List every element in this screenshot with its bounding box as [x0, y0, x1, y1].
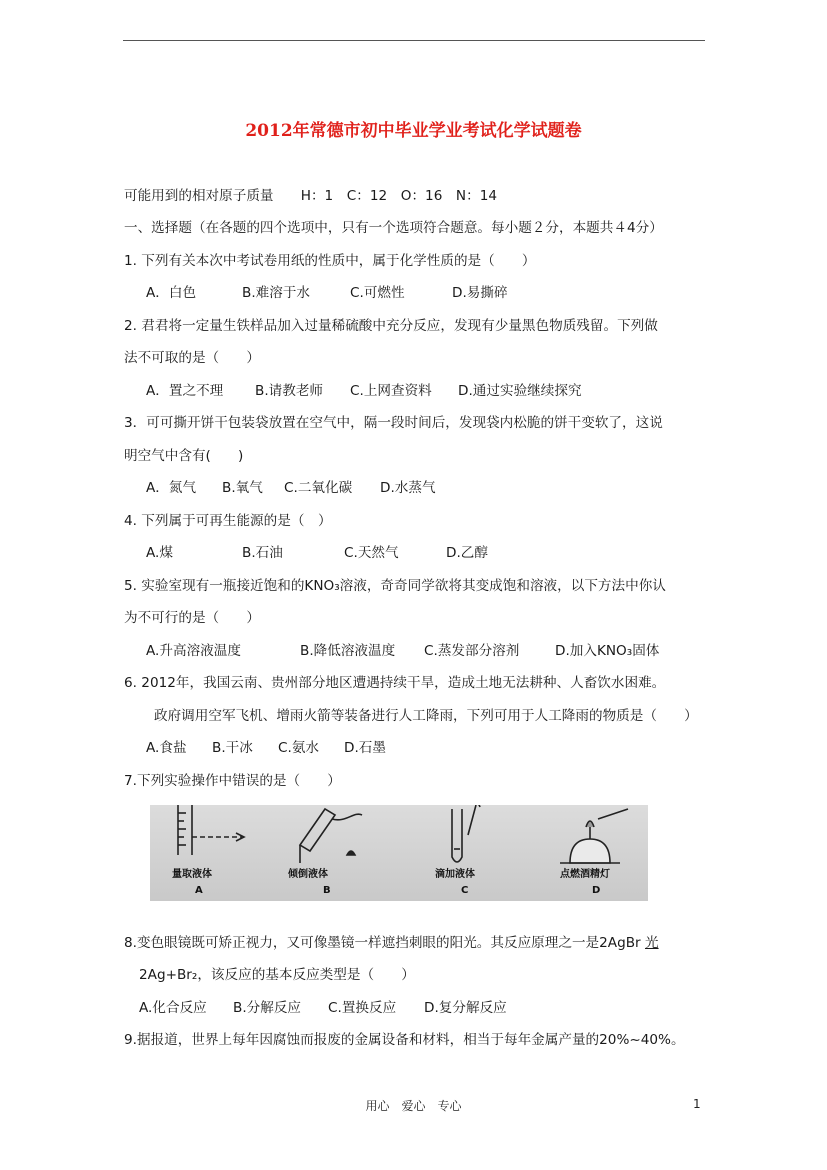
question-9-stem: 9.据报道，世界上每年因腐蚀而报废的金属设备和材料，相当于每年金属产量的20%~40%。	[124, 1032, 685, 1048]
question-8-stem-cont: 2Ag+Br₂，该反应的基本反应类型是（ ）	[139, 967, 415, 983]
q1-option-b: B.难溶于水	[242, 285, 311, 301]
question-5-stem: 5. 实验室现有一瓶接近饱和的KNO₃溶液，奇奇同学欲将其变成饱和溶液，以下方法中你认	[124, 578, 666, 594]
figure-letter-c: C	[461, 885, 469, 896]
figure-label-a: 量取液体	[172, 869, 212, 880]
q8-option-d: D.复分解反应	[424, 1000, 507, 1016]
question-3-stem-cont: 明空气中含有( )	[124, 448, 244, 464]
q8-option-b: B.分解反应	[233, 1000, 302, 1016]
q6-option-d: D.石墨	[344, 740, 386, 756]
question-3-stem: 3．可可撕开饼干包装袋放置在空气中，隔一段时间后，发现袋内松脆的饼干变软了，这说	[124, 415, 663, 431]
q8-option-c: C.置换反应	[328, 1000, 397, 1016]
q8-option-a: A.化合反应	[139, 1000, 207, 1016]
q5-option-d: D.加入KNO₃固体	[555, 643, 660, 659]
q4-option-c: C.天然气	[344, 545, 399, 561]
q5-option-c: C.蒸发部分溶剂	[424, 643, 520, 659]
figure-letter-a: A	[195, 885, 203, 896]
q3-option-d: D.水蒸气	[380, 480, 436, 496]
figure-label-d: 点燃酒精灯	[560, 869, 610, 880]
q2-option-b: B.请教老师	[255, 383, 324, 399]
q2-option-d: D.通过实验继续探究	[458, 383, 582, 399]
page-number: 1	[693, 1097, 701, 1111]
q6-option-c: C.氨水	[278, 740, 320, 756]
q5-option-b: B.降低溶液温度	[300, 643, 396, 659]
page-footer: 用心 爱心 专心	[365, 1099, 462, 1113]
figure-label-c: 滴加液体	[435, 869, 475, 880]
question-5-stem-cont: 为不可行的是（ ）	[124, 610, 260, 626]
question-2-stem: 2. 君君将一定量生铁样品加入过量稀硫酸中充分反应，发现有少量黑色物质残留。下列做	[124, 318, 658, 334]
question-7-stem: 7.下列实验操作中错误的是（ ）	[124, 773, 341, 789]
figure-label-b: 倾倒液体	[288, 869, 328, 880]
q1-option-c: C.可燃性	[350, 285, 405, 301]
q1-option-a: A．白色	[146, 285, 197, 301]
atomic-masses: 可能用到的相对原子质量 H：1 C：12 O：16 N：14	[124, 188, 497, 204]
question-1-stem: 1. 下列有关本次中考试卷用纸的性质中，属于化学性质的是（ ）	[124, 253, 536, 269]
question-8-stem	[124, 931, 659, 951]
question-6-stem: 6. 2012年，我国云南、贵州部分地区遭遇持续干旱，造成土地无法耕种、人畜饮水困难。	[124, 675, 666, 691]
q4-option-d: D.乙醇	[446, 545, 488, 561]
q2-option-c: C.上网查资料	[350, 383, 432, 399]
header-rule	[123, 40, 705, 41]
light-condition: 光	[644, 935, 659, 951]
question-6-stem-cont: 政府调用空军飞机、增雨火箭等装备进行人工降雨，下列可用于人工降雨的物质是（ ）	[154, 708, 698, 724]
q4-option-a: A.煤	[146, 545, 173, 561]
q3-option-b: B.氧气	[222, 480, 263, 496]
section-heading: 一、选择题（在各题的四个选项中，只有一个选项符合题意。每小题２分，本题共４4分）	[124, 220, 663, 236]
q1-option-d: D.易撕碎	[452, 285, 508, 301]
figure-letter-d: D	[592, 885, 601, 896]
lab-operations-figure	[150, 805, 648, 901]
q6-option-b: B.干冰	[212, 740, 253, 756]
q3-option-c: C.二氧化碳	[284, 480, 353, 496]
q4-option-b: B.石油	[242, 545, 283, 561]
q3-option-a: A．氮气	[146, 480, 197, 496]
question-8-stem-text: 8.变色眼镜既可矫正视力，又可像墨镜一样遮挡刺眼的阳光。其反应原理之一是2AgBr	[124, 935, 641, 951]
figure-letter-b: B	[323, 885, 331, 896]
question-2-stem-cont: 法不可取的是（ ）	[124, 350, 260, 366]
page-title: 2012年常德市初中毕业学业考试化学试题卷	[245, 121, 582, 141]
q5-option-a: A.升高溶液温度	[146, 643, 241, 659]
question-4-stem: 4. 下列属于可再生能源的是（ ）	[124, 513, 332, 529]
q6-option-a: A.食盐	[146, 740, 187, 756]
q2-option-a: A．置之不理	[146, 383, 224, 399]
